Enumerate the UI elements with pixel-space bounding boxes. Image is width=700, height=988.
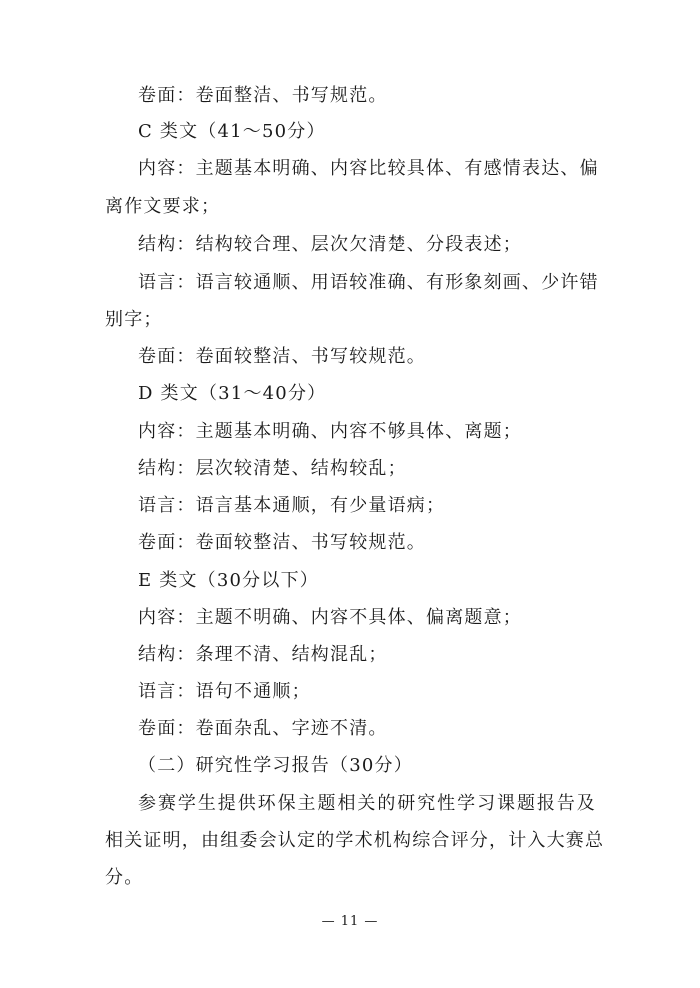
- paragraph-line: 卷面：卷面杂乱、字迹不清。: [138, 718, 388, 739]
- paragraph-line: 分。: [105, 867, 144, 888]
- paragraph-line: 卷面：卷面整洁、书写规范。: [138, 85, 388, 106]
- paragraph-line: 别字；: [105, 309, 163, 330]
- paragraph-line: 卷面：卷面较整洁、书写较规范。: [138, 532, 426, 553]
- paragraph-line: 离作文要求；: [105, 196, 221, 217]
- paragraph-line: 语言：语言基本通顺，有少量语病；: [138, 495, 446, 516]
- paragraph-line: 卷面：卷面较整洁、书写较规范。: [138, 346, 426, 367]
- paragraph-line: 结构：结构较合理、层次欠清楚、分段表述；: [138, 234, 522, 255]
- paragraph-line: 结构：层次较清楚、结构较乱；: [138, 458, 407, 479]
- section-heading-d: D 类文（31～40分）: [138, 383, 327, 404]
- paragraph-line: 语言：语言较通顺、用语较准确、有形象刻画、少许错: [138, 272, 599, 293]
- paragraph-line: 相关证明，由组委会认定的学术机构综合评分，计入大赛总: [105, 830, 605, 851]
- paragraph-line: 内容：主题基本明确、内容比较具体、有感情表达、偏: [138, 158, 599, 179]
- paragraph-line: 语言：语句不通顺；: [138, 681, 311, 702]
- section-heading-research-report: （二）研究性学习报告（30分）: [138, 755, 413, 776]
- page-number: — 11 —: [321, 914, 379, 929]
- paragraph-line: 结构：条理不清、结构混乱；: [138, 644, 388, 665]
- paragraph-line: 内容：主题基本明确、内容不够具体、离题；: [138, 421, 522, 442]
- paragraph-line: 参赛学生提供环保主题相关的研究性学习课题报告及: [138, 793, 596, 814]
- section-heading-e: E 类文（30分以下）: [138, 570, 319, 591]
- paragraph-line: 内容：主题不明确、内容不具体、偏离题意；: [138, 607, 522, 628]
- section-heading-c: C 类文（41～50分）: [138, 121, 326, 142]
